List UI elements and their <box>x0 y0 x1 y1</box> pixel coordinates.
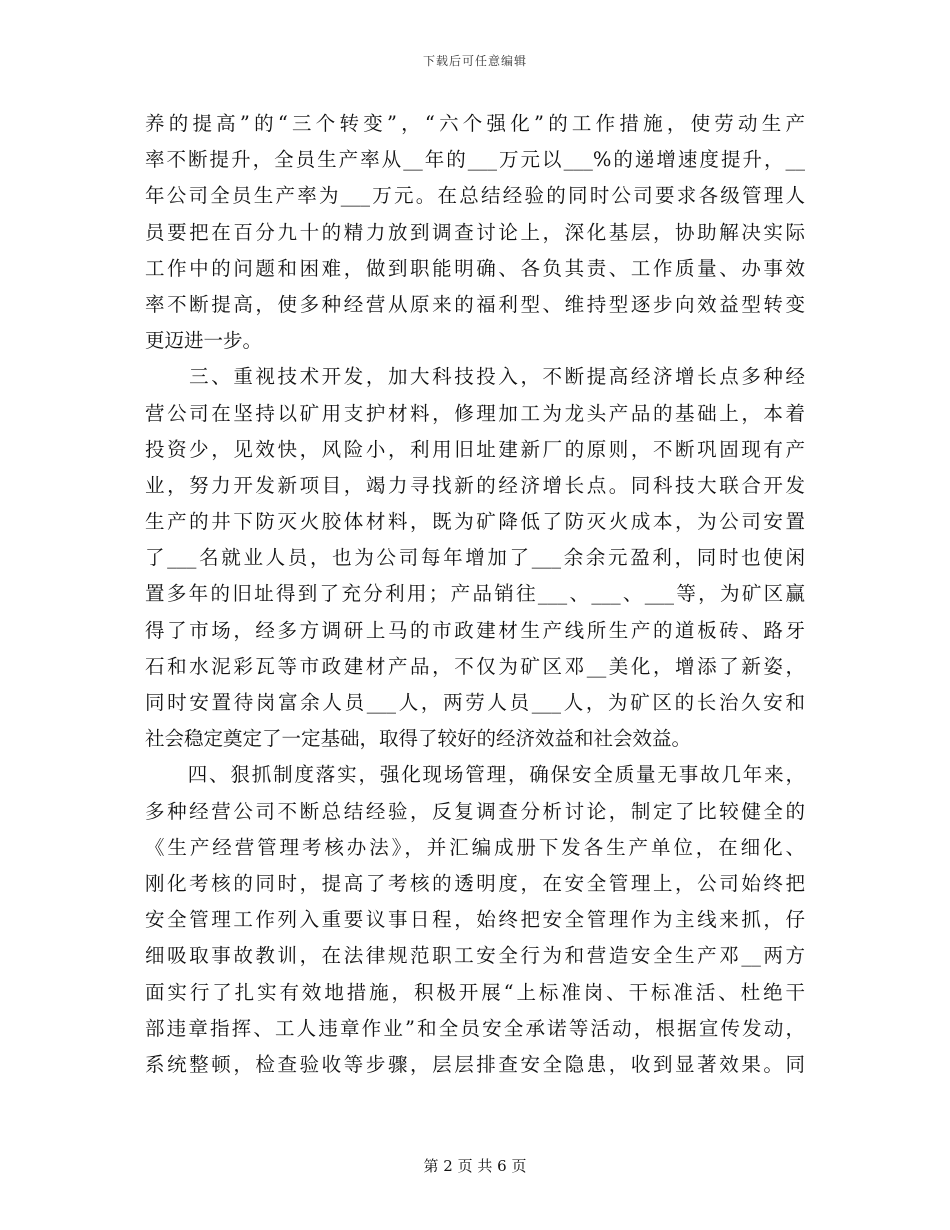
text-line: 社会稳定奠定了一定基础，取得了较好的经济效益和社会效益。 <box>145 727 692 751</box>
text-line: 营公司在坚持以矿用支护材料，修理加工为龙头产品的基础上，本着 <box>145 401 805 425</box>
document-body <box>145 106 805 1083</box>
text-line: 率不断提高，使多种经营从原来的福利型、维持型逐步向效益型转变 <box>145 292 805 316</box>
page-header: 下载后可任意编辑 <box>422 54 527 68</box>
text-line: 业，努力开发新项目，竭力寻找新的经济增长点。同科技大联合开发 <box>145 473 805 497</box>
text-line: 了___名就业人员，也为公司每年增加了___余余元盈利，同时也使闲 <box>145 546 805 570</box>
paragraph-start-line: 三、重视技术开发，加大科技投入，不断提高经济增长点多种经 <box>145 365 805 389</box>
text-line: 刚化考核的同时，提高了考核的透明度，在安全管理上，公司始终把 <box>145 871 805 895</box>
text-line: 石和水泥彩瓦等市政建材产品，不仅为矿区邓__美化，增添了新姿， <box>145 654 805 678</box>
text-line: 更迈进一步。 <box>145 329 263 353</box>
text-line: 得了市场，经多方调研上马的市政建材生产线所生产的道板砖、路牙 <box>145 618 805 642</box>
text-line: 面实行了扎实有效地措施，积极开展“上标准岗、干标准活、杜绝干 <box>145 980 805 1004</box>
text-line: 工作中的问题和困难，做到职能明确、各负其责、工作质量、办事效 <box>145 256 805 280</box>
text-line: 《生产经营管理考核办法》，并汇编成册下发各生产单位，在细化、 <box>145 835 805 859</box>
text-line: 系统整顿，检查验收等步骤，层层排查安全隐患，收到显著效果。同 <box>145 1052 805 1076</box>
text-line: 置多年的旧址得到了充分利用；产品销往___、___、___等，为矿区赢 <box>145 582 805 606</box>
text-line: 投资少，见效快，风险小，利用旧址建新厂的原则，不断巩固现有产 <box>145 437 805 461</box>
text-line: 年公司全员生产率为___万元。在总结经验的同时公司要求各级管理人 <box>145 184 805 208</box>
text-line: 安全管理工作列入重要议事日程，始终把安全管理作为主线来抓，仔 <box>145 908 805 932</box>
page-footer: 第 2 页 共 6 页 <box>423 1157 527 1175</box>
text-line: 养的提高”的“三个转变”，“六个强化”的工作措施，使劳动生产 <box>145 112 805 135</box>
text-line: 细吸取事故教训，在法律规范职工安全行为和营造安全生产邓__两方 <box>145 944 805 968</box>
text-line: 率不断提升，全员生产率从__年的___万元以___%的递增速度提升，__ <box>145 148 805 172</box>
text-line: 生产的井下防灭火胶体材料，既为矿降低了防灭火成本，为公司安置 <box>145 510 805 534</box>
text-line: 多种经营公司不断总结经验，反复调查分析讨论，制定了比较健全的 <box>145 799 805 823</box>
paragraph-start-line: 四、狠抓制度落实，强化现场管理，确保安全质量无事故几年来， <box>145 763 805 787</box>
text-line: 同时安置待岗富余人员___人，两劳人员___人，为矿区的长治久安和 <box>145 691 805 714</box>
text-line: 部违章指挥、工人违章作业”和全员安全承诺等活动，根据宣传发动， <box>145 1016 805 1040</box>
text-line: 员要把在百分九十的精力放到调查讨论上，深化基层，协助解决实际 <box>145 220 805 244</box>
